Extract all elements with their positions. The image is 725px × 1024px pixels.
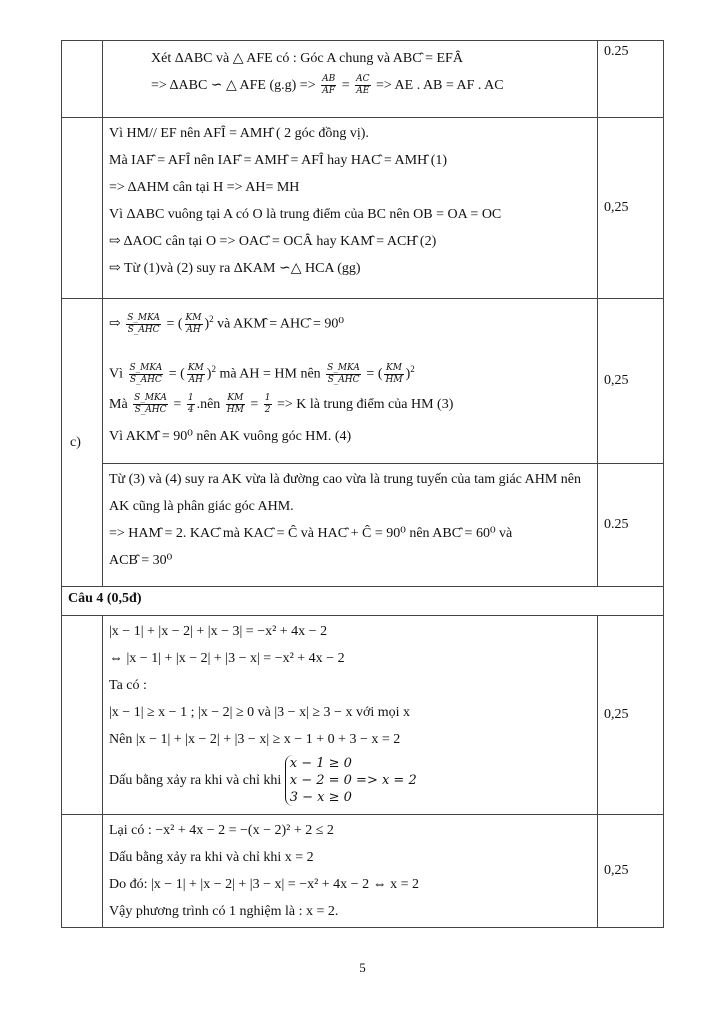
fraction: $\frac{1}{4}$ [187, 393, 194, 416]
fraction: $\frac{\text{S\_MKA}}{\text{S\_AHC}}$ [327, 362, 360, 385]
text-line: Do đó: |x − 1| + |x − 2| + |3 − x| = −x² + 4x − 2 ⇔ x = 2 [109, 877, 419, 892]
table-row [62, 616, 664, 815]
points-cell: 0.25 [598, 41, 664, 118]
content-cell [103, 299, 598, 464]
text-line: Ta có : [109, 678, 147, 693]
points-cell: 0,25 [598, 616, 664, 815]
table-row [62, 118, 664, 299]
fraction: $\frac{\text{S\_MKA}}{\text{S\_AHC}}$ [134, 393, 167, 416]
part-cell [62, 118, 103, 299]
fraction: $\frac{KM}{AH}$ [185, 312, 202, 335]
part-cell [62, 616, 103, 815]
text-line: Dấu bằng xảy ra khi và chỉ khi x = 2 [109, 850, 314, 865]
text-line: ⇨ ΔAOC cân tại O => OAC̑ = OCȂ hay KAM̑ = ACH̑ (2) [109, 234, 437, 249]
text-line: Vì HM// EF nên AFȊ = AMH̑ ( 2 góc đồng vị). [109, 126, 369, 141]
text-line: => ΔABC ∽ △ AFE (g.g) => $\frac{AB}{AF}$ = $\frac{AC}{AE}$ => AE . AB = AF . AC [151, 74, 504, 97]
text-line: |x − 1| ≥ x − 1 ; |x − 2| ≥ 0 và |3 − x| ≥ 3 − x với mọi x [109, 705, 411, 720]
text-line: Dấu bằng xảy ra khi và chỉ khi x − 1 ≥ 0 x − 2 = 0 => x = 2 3 − x ≥ 0 [109, 756, 417, 806]
fraction: $\frac{\text{S\_MKA}}{\text{S\_AHC}}$ [129, 362, 163, 385]
section-header-row [62, 587, 664, 616]
text-line: => ΔAHM cân tại H => AH= MH [109, 180, 300, 195]
fraction: $\frac{\text{S\_MKA}}{\text{S\_AHC}}$ [127, 312, 160, 335]
fraction: $\frac{AC}{AE}$ [356, 74, 370, 97]
equation-system: x − 1 ≥ 0 x − 2 = 0 => x = 2 3 − x ≥ 0 [285, 755, 417, 806]
content-cell [103, 41, 598, 118]
content-cell [103, 815, 598, 928]
fraction: $\frac{KM}{AH}$ [187, 362, 204, 385]
text-line: ⇨ $\frac{\text{S\_MKA}}{\text{S\_AHC}}$ = ( $\frac{KM}{AH}$ )$^2$ và AKM̑ = AHC̑ = 90⁰ [109, 312, 344, 335]
text-paragraph: Từ (3) và (4) suy ra AK vừa là đường cao vừa là trung tuyến của tam giác AHM nên AK cũng là phân giác góc AHM. [109, 472, 582, 514]
content-cell [103, 464, 598, 587]
text-line: Mà IAF̑ = AFȊ nên IAF̑ = AMH̑ = AFȊ hay HAC̑ = AMH̑ (1) [109, 153, 448, 168]
content-cell [103, 118, 598, 299]
table-row [62, 299, 664, 464]
part-cell [62, 815, 103, 928]
table-row [62, 815, 664, 928]
text-line: => HAM̑ = 2. KAC̑ mà KAC̑ = Ĉ và HAC̑ + Ĉ = 90⁰ nên ABC̑ = 60⁰ và [109, 526, 513, 541]
fraction: $\frac{KM}{HM}$ [385, 362, 403, 385]
text-line: |x − 1| + |x − 2| + |x − 3| = −x² + 4x − 2 [109, 624, 328, 639]
table-row [62, 41, 664, 118]
table-row [62, 464, 664, 587]
text-line: Vì $\frac{\text{S\_MKA}}{\text{S\_AHC}}$ = ( $\frac{KM}{AH}$ )$^2$ mà AH = HM nên $\frac{\text{S\_MKA}}{\text{S\_AHC}}$ = ( $\frac{KM}{HM}$ )$^2$ [109, 362, 415, 385]
text-line: Mà $\frac{\text{S\_MKA}}{\text{S\_AHC}}$ = $\frac{1}{4}$ .nên $\frac{KM}{HM}$ = $\frac{1}{2}$ => K là trung điểm của HM (3) [109, 393, 454, 416]
section-title: Câu 4 (0,5đ) [62, 587, 664, 616]
text-line: Vì ΔABC vuông tại A có O là trung điểm của BC nên OB = OA = OC [109, 207, 502, 222]
text-line: Nên |x − 1| + |x − 2| + |3 − x| ≥ x − 1 + 0 + 3 − x = 2 [109, 732, 401, 747]
content-cell [103, 616, 598, 815]
answer-table [61, 40, 664, 928]
points-cell: 0,25 [598, 815, 664, 928]
points-cell: 0,25 [598, 118, 664, 299]
fraction: $\frac{1}{2}$ [264, 393, 271, 416]
part-label: c) [62, 299, 103, 587]
part-cell [62, 41, 103, 118]
text-line: Lại có : −x² + 4x − 2 = −(x − 2)² + 2 ≤ 2 [109, 823, 334, 838]
points-cell: 0.25 [598, 464, 664, 587]
text-line: ⇨ Từ (1)và (2) suy ra ΔKAM ∽△ HCA (gg) [109, 261, 361, 276]
fraction: $\frac{AB}{AF}$ [322, 74, 336, 97]
text-line: ACB̑ = 30⁰ [109, 553, 173, 568]
text-line: Vì AKM̑ = 90⁰ nên AK vuông góc HM. (4) [109, 429, 352, 444]
text-line: Xét ΔABC và △ AFE có : Góc A chung và ABC̑ = EFȂ [151, 51, 463, 66]
fraction: $\frac{KM}{HM}$ [226, 393, 244, 416]
page-number: 5 [359, 960, 366, 975]
text-line: Vậy phương trình có 1 nghiệm là : x = 2. [109, 904, 339, 919]
points-cell: 0,25 [598, 299, 664, 464]
text-line: ⇔ |x − 1| + |x − 2| + |3 − x| = −x² + 4x − 2 [109, 651, 345, 666]
